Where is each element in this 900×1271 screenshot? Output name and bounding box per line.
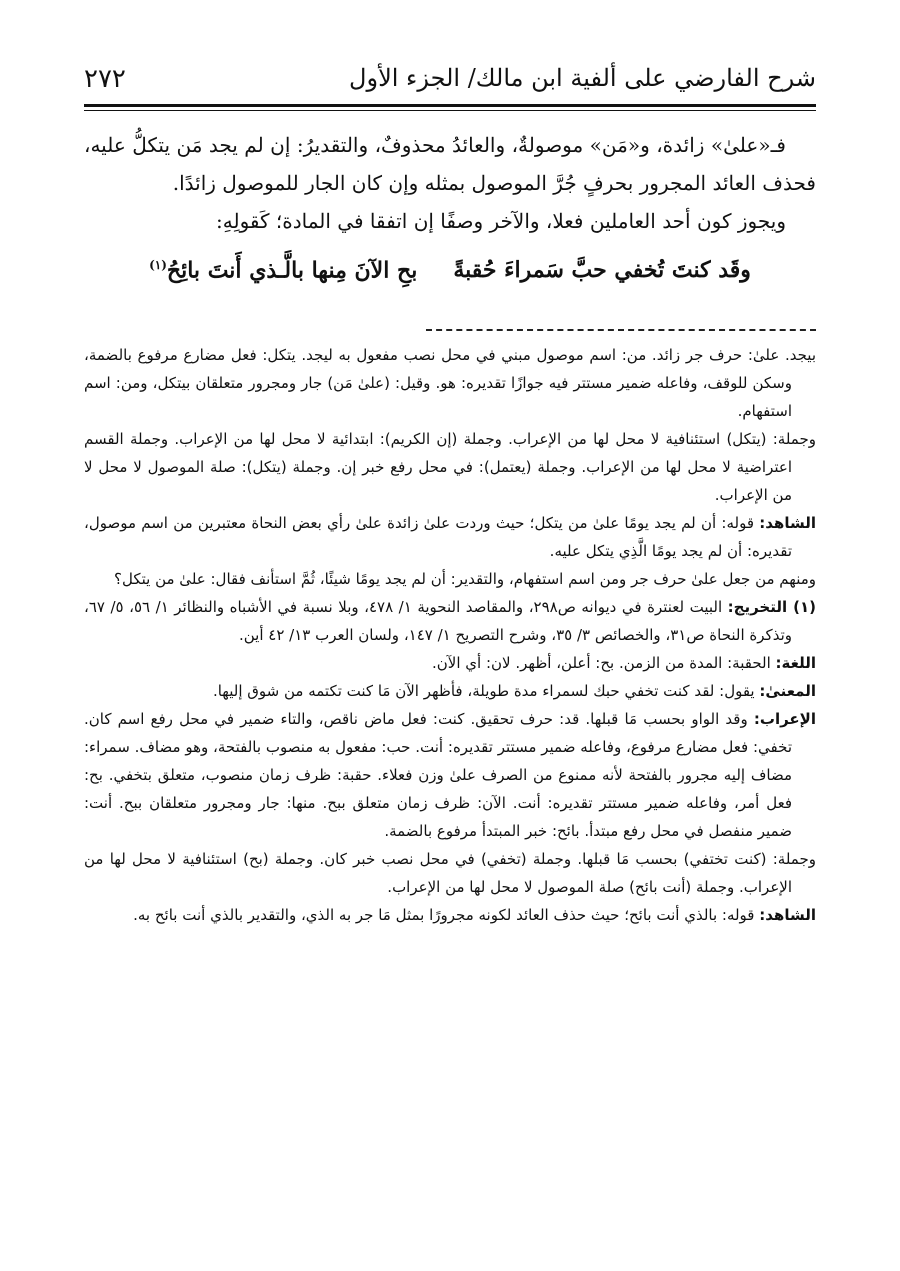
footnote-paragraph bbox=[84, 593, 816, 649]
footnote-lead: (١) التخريج: bbox=[727, 598, 816, 617]
footnote-text: ومنهم من جعل علىٰ حرف جر ومن اسم استفهام، والتقدير: أن لم يجد يومًا شيئًا، ثُمَّ استأنف فقال: علىٰ من يتكل؟ bbox=[114, 570, 816, 589]
footnote-text: وجملة: (كنت تختفي) بحسب مَا قبلها. وجملة (تخفي) في محل نصب خبر كان. وجملة (بح) استئنافية لا محل لها من الإعراب. وجملة (أنت بائح) صلة الموصول لا محل لها من الإعراب. bbox=[84, 850, 816, 897]
footnote-paragraph bbox=[84, 901, 816, 929]
running-title: شرح الفارضي على ألفية ابن مالك/ الجزء الأول bbox=[349, 64, 816, 92]
header-rule-thin bbox=[84, 110, 816, 111]
footnote-text: يقول: لقد كنت تخفي حبك لسمراء مدة طويلة، فأظهر الآن مَا كنت تكتمه من شوق إليها. bbox=[212, 682, 755, 701]
main-paragraph: فـ«علىٰ» زائدة، و«مَن» موصولةٌ، والعائدُ محذوفٌ، والتقديرُ: إن لم يجد مَن يتكلُّ عليه، فحذف العائد المجرور بحرفٍ جُرَّ الموصول بمثله وإن كان الجار للموصول زائدًا. bbox=[84, 133, 816, 195]
footnote-separator bbox=[426, 329, 816, 331]
page-number: ٢٧٢ bbox=[84, 64, 126, 94]
footnote-lead: المعنىٰ: bbox=[759, 682, 816, 701]
page-header bbox=[84, 60, 816, 106]
header-rule-thick bbox=[84, 104, 816, 107]
footnote-lead: الشاهد: bbox=[759, 906, 816, 925]
footnote-marker[interactable]: (١) bbox=[149, 258, 167, 272]
footnote-text: البيت لعنترة في ديوانه ص٢٩٨، والمقاصد النحوية ١/ ٤٧٨، وبلا نسبة في الأشباه والنظائر ١/ ٥٦، ٥/ ٦٧، وتذكرة النحاة ص٣١، والخصائص ٣/ ٣٥، وشرح التصريح ١/ ١٤٧، ولسان العرب ١٣/ ٤٢ أين. bbox=[84, 598, 792, 645]
footnote-lead: الإعراب: bbox=[753, 710, 816, 729]
footnote-text: الحقبة: المدة من الزمن. بح: أعلن، أظهر. لان: أي الآن. bbox=[432, 654, 771, 673]
footnote-paragraph bbox=[84, 677, 816, 705]
footnote-text: قوله: بالذي أنت بائح؛ حيث حذف العائد لكونه مجرورًا بمثل مَا جر به الذي، والتقدير بالذي أنت بائح به. bbox=[133, 906, 755, 925]
footnote-paragraph bbox=[84, 705, 816, 845]
footnote-paragraph bbox=[84, 509, 816, 565]
footnote-paragraph bbox=[84, 649, 816, 677]
footnotes bbox=[84, 341, 816, 929]
footnote-text: وجملة: (يتكل) استئنافية لا محل لها من الإعراب. وجملة (إن الكريم): ابتدائية لا محل لها من الإعراب. وجملة القسم اعتراضية لا محل لها من الإعراب. وجملة (يعتمل): في محل رفع خبر إن. وجملة (يتكل): صلة الموصول لا محل لا من الإعراب. bbox=[84, 430, 816, 505]
footnote-text: قوله: أن لم يجد يومًا علىٰ من يتكل؛ حيث وردت علىٰ زائدة علىٰ رأي بعض النحاة معتبرين من اسم موصول، تقديره: أن لم يجد يومًا الَّذِي يتكل عليه. bbox=[84, 514, 792, 561]
footnote-paragraph bbox=[84, 425, 816, 509]
footnote-text: بيجد. علىٰ: حرف جر زائد. من: اسم موصول مبني في محل نصب مفعول به ليجد. يتكل: فعل مضارع مرفوع بالضمة، وسكن للوقف، وفاعله ضمير مستتر فيه جوازًا تقديره: هو. وقيل: (علىٰ مَن) جار ومجرور متعلقان بيتكل، ومن: اسم استفهام. bbox=[84, 346, 816, 421]
footnote-lead: اللغة: bbox=[775, 654, 816, 673]
main-paragraph: ويجوز كون أحد العاملين فعلا، والآخر وصفًا إن اتفقا في المادة؛ كَقولِهِ: bbox=[216, 209, 786, 233]
main-text bbox=[84, 126, 816, 289]
footnote-text: وقد الواو بحسب مَا قبلها. قد: حرف تحقيق. كنت: فعل ماض ناقص، والتاء ضمير في محل رفع اسم كان. تخفي: فعل مضارع مرفوع، وفاعله ضمير مستتر تقديره: أنت. حب: مفعول به منصوب بالفتحة، وهو مضاف. سمراء: مضاف إليه مجرور بالفتحة لأنه ممنوع من الصرف علىٰ وزن فعلاء. حقبة: ظرف زمان منصوب، متعلق بتخفي. بح: فعل أمر، وفاعله ضمير مستتر تقديره: أنت. الآن: ظرف زمان متعلق ببح. منها: جار ومجرور متعلقان ببح. أنت: ضمير منفصل في محل رفع مبتدأ. بائح: خبر المبتدأ مرفوع بالضمة. bbox=[84, 710, 792, 841]
footnote-paragraph bbox=[84, 565, 816, 593]
poetry-verse bbox=[84, 246, 816, 289]
verse-first-hemistich: وقَد كنتَ تُخفي حبَّ سَمراءَ حُقبةً bbox=[453, 257, 751, 284]
footnote-paragraph bbox=[84, 341, 816, 425]
footnote-paragraph bbox=[84, 845, 816, 901]
verse-second-hemistich: بحِ الآنَ مِنها بالَّـذي أَنتَ بائِحُ bbox=[166, 257, 418, 284]
footnote-lead: الشاهد: bbox=[759, 514, 816, 533]
book-page bbox=[84, 60, 816, 1211]
